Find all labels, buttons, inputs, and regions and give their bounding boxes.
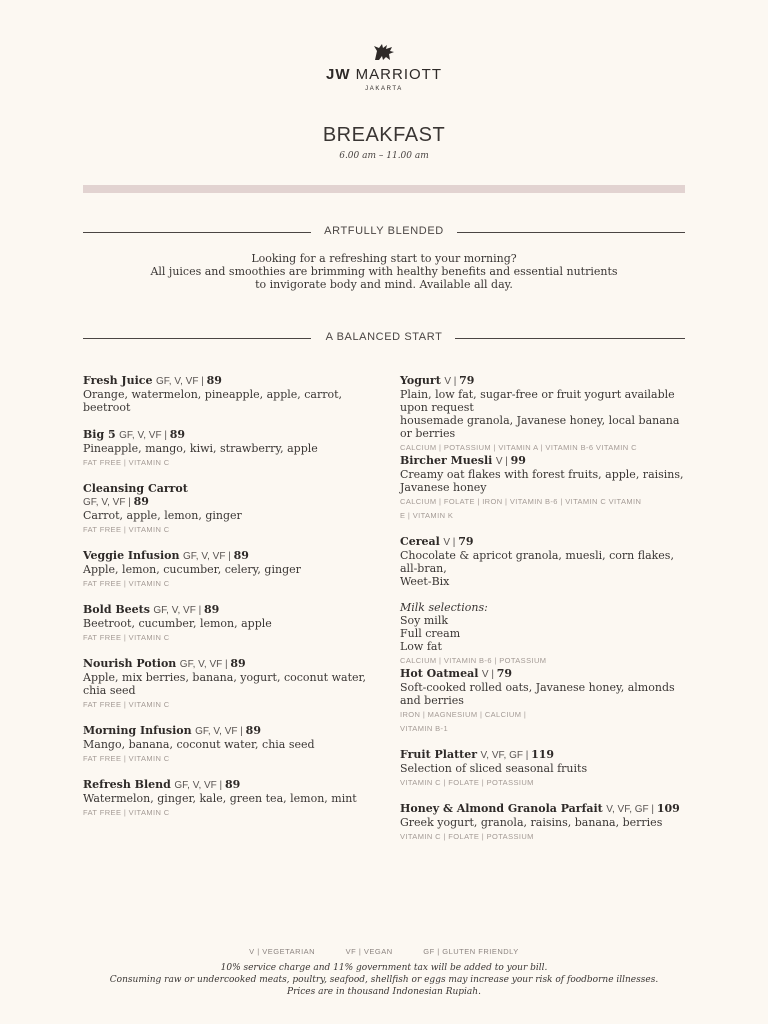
price-separator: | (216, 780, 225, 791)
item-diet-tags: GF, V, VF (174, 780, 217, 791)
item-heading (400, 802, 690, 816)
item-name: Bircher Muesli (400, 454, 493, 467)
item-description: Apple, lemon, cucumber, celery, ginger (83, 563, 301, 576)
item-heading (83, 482, 373, 509)
item-price: 89 (230, 657, 246, 670)
item-description: or berries (400, 427, 456, 440)
brand-logo (0, 42, 768, 92)
item-name: Bold Beets (83, 603, 150, 616)
menu-item (83, 657, 373, 711)
menu-item (83, 549, 373, 590)
item-description: Greek yogurt, granola, raisins, banana, berries (400, 816, 663, 829)
item-price: 89 (169, 428, 186, 441)
milk-selection (400, 601, 690, 667)
footnote-currency: Prices are in thousand Indonesian Rupiah. (287, 987, 481, 997)
item-diet-tags: V (495, 456, 503, 467)
legend-vegetarian: V | VEGETARIAN (249, 947, 316, 956)
item-heading (83, 549, 373, 563)
menu-item (400, 748, 690, 789)
footnote-tax: 10% service charge and 11% government tax will be added to your bill. (220, 963, 548, 973)
item-name: Big 5 (83, 428, 116, 441)
price-separator: | (522, 750, 532, 761)
item-price: 99 (510, 454, 526, 467)
milk-option: Low fat (400, 640, 442, 653)
menu-item (83, 482, 373, 536)
section-divider-balanced (83, 331, 685, 345)
item-heading (400, 454, 690, 468)
item-nutrition: FAT FREE | VITAMIN C (83, 754, 170, 763)
item-price: 79 (458, 535, 474, 548)
item-name: Cleansing Carrot (83, 482, 188, 495)
item-description: Selection of sliced seasonal fruits (400, 762, 588, 775)
item-description: Creamy oat flakes with forest fruits, apple, raisins, (400, 468, 684, 481)
menu-column-right (400, 374, 690, 843)
item-nutrition: FAT FREE | VITAMIN C (83, 808, 170, 817)
item-heading (400, 667, 690, 681)
item-nutrition: VITAMIN B-1 (400, 724, 449, 733)
item-description: Weet-Bix (400, 575, 450, 588)
legend-vegan: VF | VEGAN (345, 947, 393, 956)
item-description: upon request (400, 401, 474, 414)
item-description: Carrot, apple, lemon, ginger (83, 509, 242, 522)
item-diet-tags: V (481, 669, 489, 680)
item-name: Morning Infusion (83, 724, 192, 737)
section-title-blended: ARTFULLY BLENDED (324, 225, 444, 237)
price-separator: | (488, 669, 497, 680)
section-divider-blended (83, 225, 685, 239)
item-name: Refresh Blend (83, 778, 171, 791)
price-separator: | (450, 376, 460, 387)
menu-item (83, 603, 373, 644)
menu-column-left (83, 374, 373, 819)
menu-item (83, 778, 373, 819)
item-description: Pineapple, mango, kiwi, strawberry, apple (83, 442, 318, 455)
item-diet-tags: GF, V, VF (179, 659, 223, 670)
item-diet-tags: GF, V, VF (183, 551, 226, 562)
item-diet-tags: GF, V, VF (119, 430, 162, 441)
price-separator: | (222, 659, 231, 670)
item-description: Soft-cooked rolled oats, Javanese honey, almonds (400, 681, 675, 694)
menu-item (83, 724, 373, 765)
menu-hours: 6.00 am – 11.00 am (339, 151, 429, 161)
brand-city: JAKARTA (365, 86, 403, 92)
item-description: chia seed (83, 684, 136, 697)
item-description: Beetroot, cucumber, lemon, apple (83, 617, 272, 630)
item-price: 89 (133, 495, 149, 508)
item-nutrition: IRON | MAGNESIUM | CALCIUM | (400, 710, 527, 719)
item-diet-tags: V (444, 376, 451, 387)
item-heading (83, 778, 373, 792)
item-name: Cereal (400, 535, 440, 548)
winged-lion-icon (371, 42, 397, 62)
price-separator: | (450, 537, 459, 548)
menu-item (400, 802, 690, 843)
item-price: 119 (531, 748, 555, 761)
item-price: 109 (656, 802, 680, 815)
item-nutrition: FAT FREE | VITAMIN C (83, 700, 170, 709)
milk-option: Full cream (400, 627, 461, 640)
item-diet-tags: V, VF, GF (480, 750, 523, 761)
item-diet-tags: V (443, 537, 451, 548)
item-nutrition: CALCIUM | FOLATE | IRON | VITAMIN B-6 | VITAMIN C VITAMIN (400, 497, 642, 506)
price-separator: | (125, 497, 134, 508)
item-description: Orange, watermelon, pineapple, apple, carrot, (83, 388, 343, 401)
price-separator: | (195, 605, 204, 616)
price-separator: | (198, 376, 207, 387)
item-nutrition: VITAMIN C | FOLATE | POTASSIUM (400, 832, 534, 841)
menu-item (400, 454, 690, 522)
item-diet-tags: V, VF, GF (606, 804, 649, 815)
menu-item (83, 428, 373, 469)
price-separator: | (161, 430, 170, 441)
brand-name: JW MARRIOTT (326, 66, 442, 83)
item-description: Javanese honey (400, 481, 487, 494)
menu-item (83, 374, 373, 414)
item-nutrition: FAT FREE | VITAMIN C (83, 633, 170, 642)
legend-gluten-friendly: GF | GLUTEN FRIENDLY (423, 947, 519, 956)
item-description: and berries (400, 694, 464, 707)
footnote-food-safety: Consuming raw or undercooked meats, poultry, seafood, shellfish or eggs may increase your risk of foodborne illnesses. (109, 975, 659, 985)
item-diet-tags: GF, V, VF (83, 497, 126, 508)
item-heading (400, 748, 690, 762)
item-nutrition: FAT FREE | VITAMIN C (83, 579, 170, 588)
item-price: 89 (245, 724, 261, 737)
item-name: Fruit Platter (400, 748, 478, 761)
item-heading (83, 428, 373, 442)
item-description: beetroot (83, 401, 131, 414)
milk-heading: Milk selections: (400, 601, 488, 614)
item-description: housemade granola, Javanese honey, local banana (400, 414, 680, 427)
menu-item (400, 535, 690, 588)
item-diet-tags: GF, V, VF (156, 376, 199, 387)
item-heading (83, 724, 373, 738)
item-description: Plain, low fat, sugar-free or fruit yogurt available (400, 388, 675, 401)
item-nutrition: FAT FREE | VITAMIN C (83, 525, 170, 534)
menu-item (400, 667, 690, 735)
item-name: Fresh Juice (83, 374, 153, 387)
price-separator: | (502, 456, 511, 467)
item-nutrition: VITAMIN C | FOLATE | POTASSIUM (400, 778, 534, 787)
item-price: 89 (203, 603, 220, 616)
section-title-balanced: A BALANCED START (325, 331, 443, 343)
footnotes (0, 962, 768, 998)
intro-text: Looking for a refreshing start to your morning? All juices and smoothies are brimming with healthy benefits and essential nutrients to invigorate body and mind. Available all day. (150, 252, 618, 291)
item-price: 89 (233, 549, 249, 562)
item-description: Apple, mix berries, banana, yogurt, coconut water, (83, 671, 367, 684)
item-diet-tags: GF, V, VF (195, 726, 238, 737)
item-name: Nourish Potion (83, 657, 177, 670)
item-heading (400, 535, 690, 549)
price-separator: | (225, 551, 234, 562)
item-name: Veggie Infusion (83, 549, 180, 562)
item-description: all-bran, (400, 562, 447, 575)
item-price: 79 (496, 667, 513, 680)
item-name: Hot Oatmeal (400, 667, 479, 680)
milk-option: Soy milk (400, 614, 449, 627)
item-price: 89 (206, 374, 222, 387)
price-separator: | (648, 804, 657, 815)
item-description: Watermelon, ginger, kale, green tea, lemon, mint (83, 792, 357, 805)
price-separator: | (237, 726, 246, 737)
decorative-band (83, 185, 685, 193)
menu-item (400, 374, 690, 454)
diet-legend (0, 947, 768, 956)
item-description: Chocolate & apricot granola, muesli, corn flakes, (400, 549, 674, 562)
item-heading (400, 374, 690, 388)
item-nutrition: E | VITAMIN K (400, 511, 454, 520)
item-description: Mango, banana, coconut water, chia seed (83, 738, 315, 751)
item-heading (83, 603, 373, 617)
item-name: Yogurt (400, 374, 441, 387)
item-heading (83, 657, 373, 671)
item-diet-tags: GF, V, VF (153, 605, 196, 616)
item-nutrition: CALCIUM | POTASSIUM | VITAMIN A | VITAMIN B-6 VITAMIN C (400, 443, 637, 452)
item-price: 79 (459, 374, 475, 387)
item-nutrition: CALCIUM | VITAMIN B-6 | POTASSIUM (400, 656, 547, 665)
menu-title: BREAKFAST (322, 124, 446, 146)
item-heading (83, 374, 373, 388)
item-nutrition: FAT FREE | VITAMIN C (83, 458, 170, 467)
item-name: Honey & Almond Granola Parfait (400, 802, 603, 815)
item-price: 89 (224, 778, 241, 791)
